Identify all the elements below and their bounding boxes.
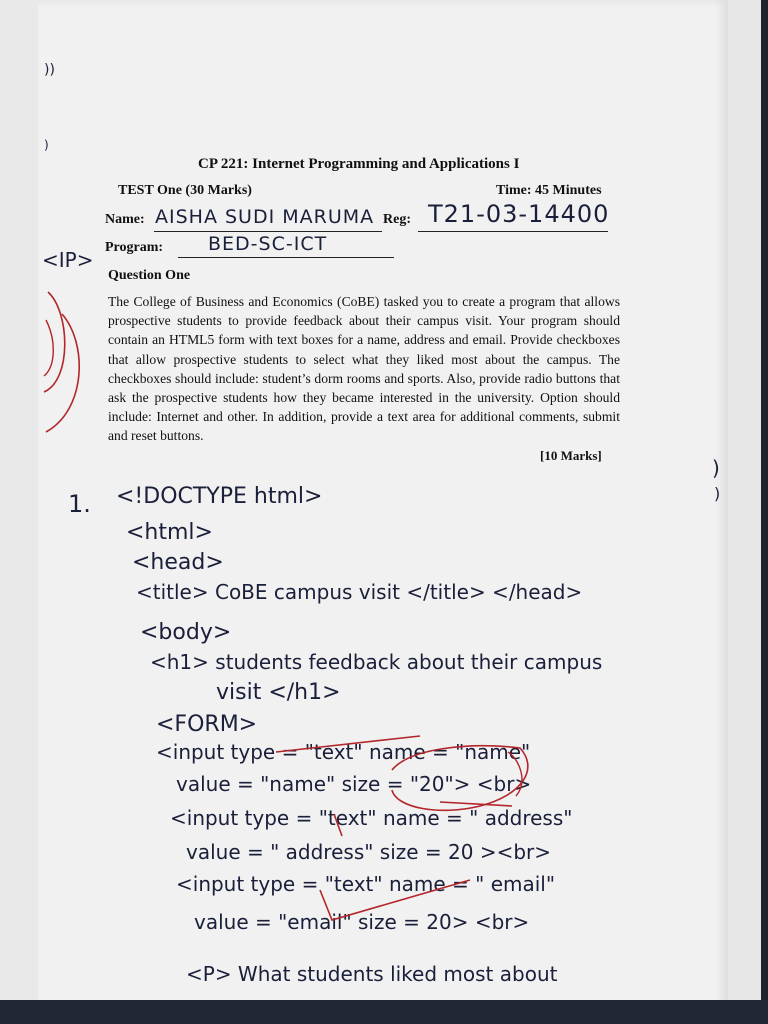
- program-value: BED-SC-ICT: [208, 233, 328, 255]
- reg-label: Reg:: [383, 212, 411, 227]
- answer-line: value = " address" size = 20 ><br>: [186, 840, 552, 864]
- program-label: Program:: [105, 240, 164, 255]
- answer-line: <P> What students liked most about: [186, 962, 558, 986]
- margin-mark: ): [714, 484, 721, 503]
- answer-line: <!DOCTYPE html>: [116, 484, 323, 509]
- answer-line: <input type = "text" name = " address": [170, 806, 573, 830]
- answer-line: value = "name" size = "20"> <br>: [176, 772, 532, 796]
- margin-mark: ): [44, 138, 49, 152]
- answer-line: <input type = "text" name = "name": [156, 740, 531, 764]
- reg-value: T21-03-14400: [428, 200, 610, 228]
- answer-line: <head>: [132, 550, 224, 575]
- answer-line: visit </h1>: [216, 680, 341, 705]
- answer-line: <input type = "text" name = " email": [176, 872, 556, 896]
- name-value: AISHA SUDI MARUMA: [155, 206, 375, 228]
- answer-line: <body>: [140, 620, 232, 645]
- question-heading: Question One: [108, 268, 191, 283]
- question-text: The College of Business and Economics (CoBE) tasked you to create a program that allows prospective students to provide feedback about their campus visit. Your program should contain an HTML5 form with text boxes for a name, address and email. Provide checkboxes that allow prospective students to select what they liked most about the campus. The checkboxes should include: student’s dorm rooms and sports. Also, provide radio buttons that ask the prospective students how they became interested in the university. Option should include: Internet and other. In addition, provide a text area for additional comments, submit and reset buttons.: [108, 294, 620, 444]
- answer-number: 1.: [68, 490, 91, 518]
- margin-mark: )): [44, 62, 55, 78]
- time-label: Time: 45 Minutes: [496, 183, 602, 198]
- margin-mark: ): [712, 456, 720, 480]
- answer-line: <html>: [126, 520, 213, 545]
- ip-mark: <IP>: [42, 248, 94, 272]
- answer-line: <FORM>: [156, 712, 258, 737]
- name-label: Name:: [105, 212, 145, 227]
- marks-label: [10 Marks]: [540, 448, 602, 463]
- course-title: CP 221: Internet Programming and Applications I: [198, 156, 520, 172]
- answer-line: <h1> students feedback about their campus: [150, 650, 603, 674]
- answer-line: value = "email" size = 20> <br>: [194, 910, 530, 934]
- test-label: TEST One (30 Marks): [118, 183, 252, 198]
- answer-line: <title> CoBE campus visit </title> </head>: [136, 580, 583, 604]
